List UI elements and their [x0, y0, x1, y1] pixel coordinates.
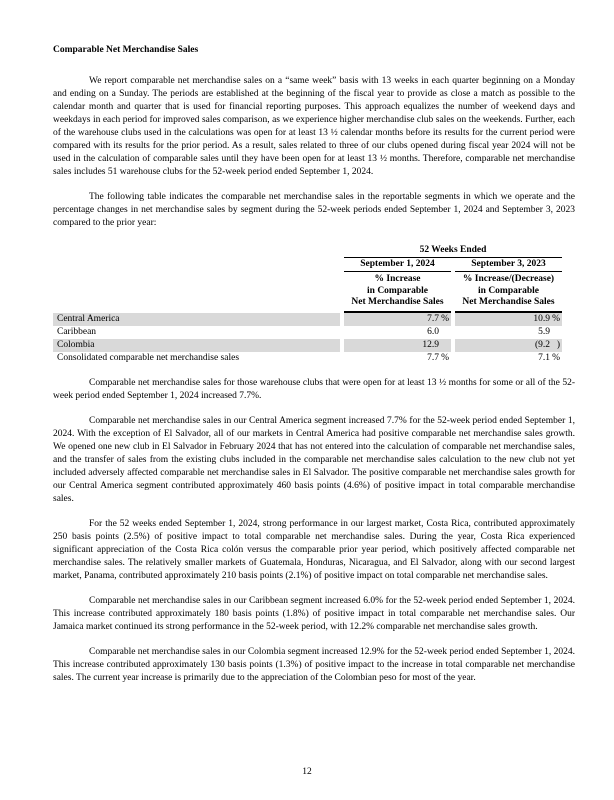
table-row-caribbean — [53, 326, 562, 339]
table-subheader-row — [53, 272, 562, 313]
column-subheader-2023 — [455, 272, 562, 313]
subheader-line: Net Merchandise Sales — [351, 297, 444, 307]
value-number: 5.9 — [538, 326, 550, 337]
value-suffix: % — [552, 352, 560, 363]
value-number: 10.9 — [533, 313, 550, 324]
body-paragraph-5: Comparable net merchandise sales in our Colombia segment increased 12.9% for the 52-week period ended September 1, 2024. This increase contributed approximately 130 basis points (1.3%) of positive impact to the increase in total comparable net merchandise sales. The current year increase is primarily due to the appreciation of the Colombian peso for most of the year. — [53, 646, 575, 683]
column-subheader-2024 — [344, 272, 451, 313]
comparable-sales-table — [53, 244, 562, 365]
column-header-date-2023: September 3, 2023 — [455, 258, 562, 272]
span-header-52-weeks-ended: 52 Weeks Ended — [344, 244, 562, 258]
column-header-date-2024: September 1, 2024 — [344, 258, 451, 272]
value-cell-2024 — [344, 326, 451, 339]
table-row-colombia — [53, 339, 562, 352]
value-number: (9.2 — [534, 339, 550, 350]
subheader-line: in Comparable — [478, 285, 539, 296]
value-suffix — [550, 326, 560, 339]
row-label: Consolidated comparable net merchandise sales — [57, 352, 240, 363]
row-label: Central America — [53, 313, 340, 326]
value-number: 7.7 — [427, 352, 439, 363]
table-date-header-row — [53, 258, 562, 272]
value-suffix: % — [441, 352, 449, 363]
table-row-consolidated — [53, 352, 562, 365]
value-number: 12.9 — [422, 339, 439, 350]
value-number: 7.7 — [427, 313, 439, 324]
intro-paragraph-2: The following table indicates the comparable net merchandise sales in the reportable segments in which we operate and the percentage changes in net merchandise sales by segment during the 52-week periods ended September 1, 2024 and September 3, 2023 compared to the prior year: — [53, 192, 575, 228]
value-cell-2024 — [344, 352, 451, 365]
body-paragraph-2: Comparable net merchandise sales in our Central America segment increased 7.7% for the 52-week period ended September 1, 2024. With the exception of El Salvador, all of our markets in Central America had positive comparable net merchandise sales growth. We opened one new club in El Salvador in February 2024 that has not entered into the calculation of comparable net merchandise sales, and the transfer of sales from the existing clubs included in the comparable net merchandise sales calculation to the new club not yet included adversely affected comparable net merchandise sales in El Salvador. The positive comparable net merchandise sales growth for our Central America segment contributed approximately 460 basis points (4.6%) of positive impact in total comparable merchandise sales. — [53, 415, 575, 504]
subheader-line: Net Merchandise Sales — [462, 297, 555, 307]
section-title: Comparable Net Merchandise Sales — [53, 45, 199, 55]
value-suffix: % — [552, 313, 560, 324]
value-suffix: ) — [556, 339, 560, 350]
subheader-line: in Comparable — [367, 285, 428, 296]
table-span-header-row — [53, 244, 562, 258]
row-label: Caribbean — [57, 326, 97, 337]
row-label: Colombia — [53, 339, 340, 352]
value-number: 7.1 — [538, 352, 550, 363]
table-row-central-america — [53, 313, 562, 326]
value-cell-2024 — [344, 339, 451, 352]
body-paragraph-4: Comparable net merchandise sales in our Caribbean segment increased 6.0% for the 52-week period ended September 1, 2024. This increase contributed approximately 180 basis points (1.8%) of positive impact in total comparable net merchandise sales. Our Jamaica market continued its strong performance in the 52-week period, with 12.2% comparable net merchandise sales growth. — [53, 595, 575, 632]
value-number: 6.0 — [427, 326, 439, 337]
intro-paragraph-1: We report comparable net merchandise sales on a “same week” basis with 13 weeks in each quarter beginning on a Monday and ending on a Sunday. The periods are established at the beginning of the fiscal year to provide as close a match as possible to the calendar month and quarter that is used for financial reporting purposes. This approach equalizes the number of weekend days and weekdays in each period for improved sales comparison, as we experience higher merchandise club sales on the weekends. Further, each of the warehouse clubs used in the calculations was open for at least 13 ½ calendar months before its results for the current period were compared with its results for the prior period. As a result, sales related to three of our clubs opened during fiscal year 2024 will not be used in the calculation of comparable sales until they have been open for at least 13 ½ months. Therefore, comparable net merchandise sales includes 51 warehouse clubs for the 52-week period ended September 1, 2024. — [53, 76, 575, 177]
spacer-cell — [53, 271, 340, 272]
subheader-line: % Increase/(Decrease) — [462, 274, 555, 284]
spacer-cell — [53, 257, 340, 258]
value-cell-2023 — [455, 326, 562, 339]
value-cell-2024 — [344, 313, 451, 326]
body-paragraph-1: Comparable net merchandise sales for those warehouse clubs that were open for at least 13 ½ months for some or all of the 52-week period ended September 1, 2024 increased 7.7%. — [53, 377, 575, 401]
value-suffix — [439, 326, 449, 339]
value-suffix — [439, 339, 449, 352]
page-number: 12 — [302, 767, 312, 777]
body-paragraph-3: For the 52 weeks ended September 1, 2024, strong performance in our largest market, Costa Rica, contributed approximately 250 basis points (2.5%) of positive impact to total comparable net merchandise sales. During the year, Costa Rica experienced significant appreciation of the Costa Rica colón versus the comparable prior year period, which positively affected comparable net merchandise sales. The relatively smaller markets of Guatemala, Honduras, Nicaragua, and El Salvador, along with our second largest market, Panama, contributed approximately 210 basis points (2.1%) of positive impact on total comparable net merchandise sales. — [53, 518, 575, 581]
subheader-line: % Increase — [374, 274, 421, 284]
value-cell-2023 — [455, 339, 562, 352]
value-cell-2023 — [455, 352, 562, 365]
value-suffix: % — [441, 313, 449, 324]
value-cell-2023 — [455, 313, 562, 326]
